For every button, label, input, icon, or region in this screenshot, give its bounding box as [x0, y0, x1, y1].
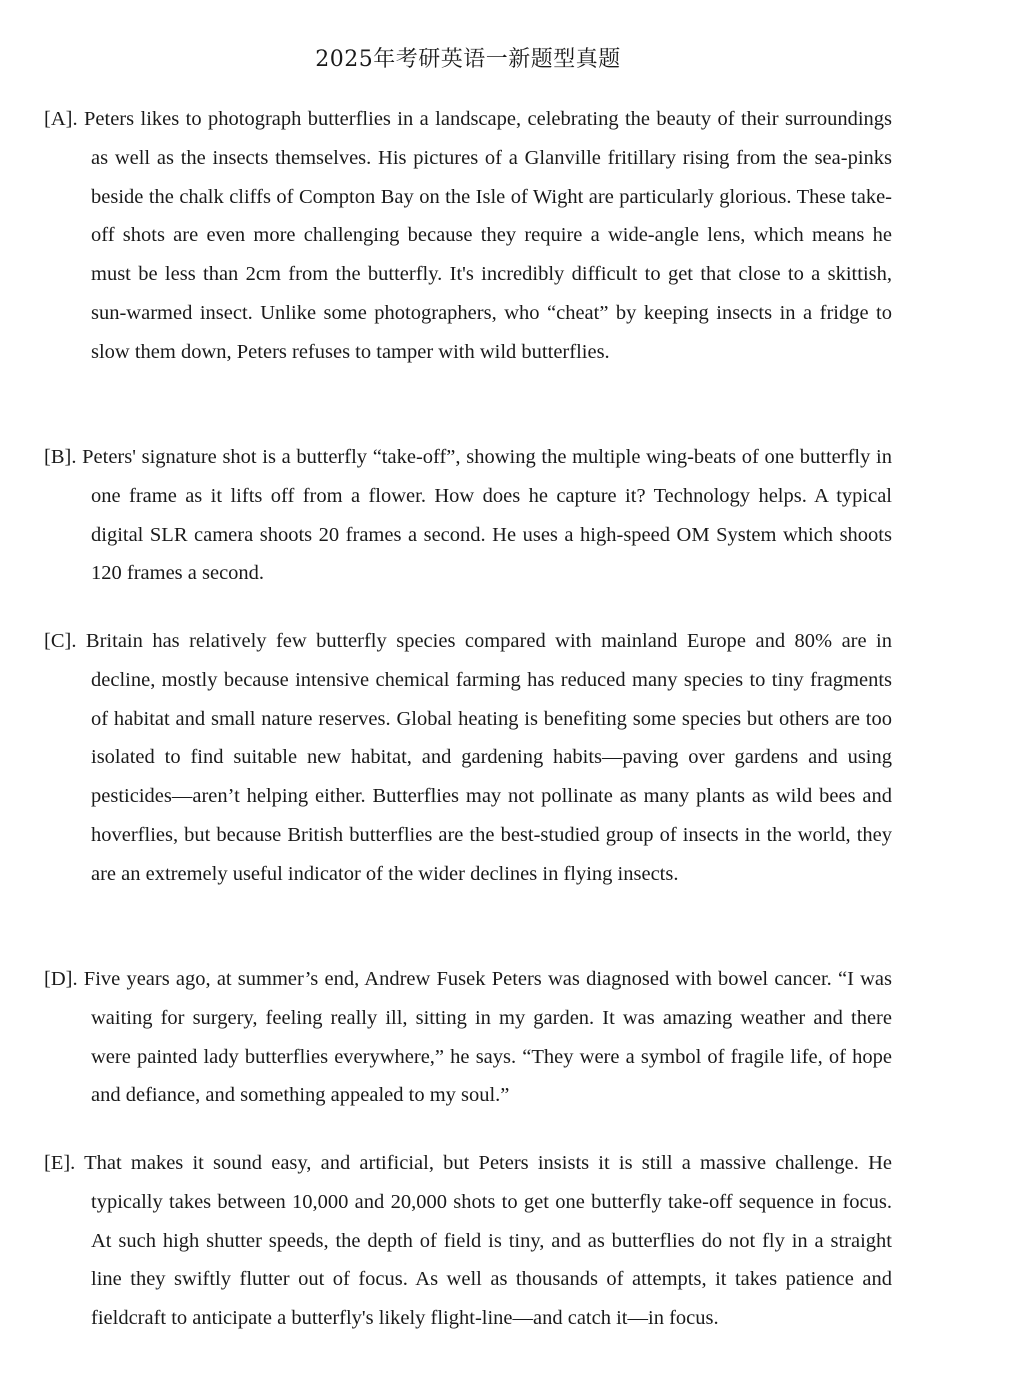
paragraph-b	[44, 438, 892, 593]
paragraph-label: [C].	[44, 630, 77, 652]
paragraph-label: [B].	[44, 446, 77, 468]
paragraph-text: That makes it sound easy, and artificial, but Peters insists it is still a massive challenge. He typically takes between 10,000 and 20,000 shots to get one butterfly take-off sequence in focus. At such high shutter speeds, the depth of field is tiny, and as butterflies do not fly in a straight line they swiftly flutter out of focus. As well as thousands of attempts, it takes patience and fieldcraft to anticipate a butterfly's likely flight-line—and catch it—in focus.	[84, 1152, 892, 1330]
paragraph-label: [D].	[44, 968, 78, 990]
paragraph-text: Britain has relatively few butterfly species compared with mainland Europe and 80% are in decline, mostly because intensive chemical farming has reduced many species to tiny fragments of habitat and small nature reserves. Global heating is benefiting some species but others are too isolated to find suitable new habitat, and gardening habits—paving over gardens and using pesticides—aren’t helping either. Butterflies may not pollinate as many plants as wild bees and hoverflies, but because British butterflies are the best-studied group of insects in the world, they are an extremely useful indicator of the wider declines in flying insects.	[85, 630, 893, 885]
paragraph-text: Peters likes to photograph butterflies in a landscape, celebrating the beauty of their surroundings as well as the insects themselves. His pictures of a Glanville fritillary rising from the sea-pinks beside the chalk cliffs of Compton Bay on the Isle of Wight are particularly glorious. These take-off shots are even more challenging because they require a wide-angle lens, which means he must be less than 2cm from the butterfly. It's incredibly difficult to get that close to a skittish, sun-warmed insect. Unlike some photographers, who “cheat” by keeping insects in a fridge to slow them down, Peters refuses to tamper with wild butterflies.	[84, 108, 893, 363]
paragraph-c	[44, 622, 892, 894]
paragraph-text: Peters' signature shot is a butterfly “take-off”, showing the multiple wing-beats of one butterfly in one frame as it lifts off from a flower. How does he capture it? Technology helps. A typical digital SLR camera shoots 20 frames a second. He uses a high-speed OM System which shoots 120 frames a second.	[82, 446, 892, 585]
paragraph-label: [E].	[44, 1152, 76, 1174]
paragraph-text: Five years ago, at summer’s end, Andrew Fusek Peters was diagnosed with bowel cancer. “I was waiting for surgery, feeling really ill, sitting in my garden. It was amazing weather and there were painted lady butterflies everywhere,” he says. “They were a symbol of fragile life, of hope and defiance, and something appealed to my soul.”	[83, 968, 893, 1107]
paragraph-d	[44, 960, 892, 1115]
paragraph-label: [A].	[44, 108, 78, 130]
paragraph-a	[44, 100, 892, 372]
paragraph-e	[44, 1144, 892, 1338]
page-title: 2025年考研英语一新题型真题	[315, 47, 621, 72]
